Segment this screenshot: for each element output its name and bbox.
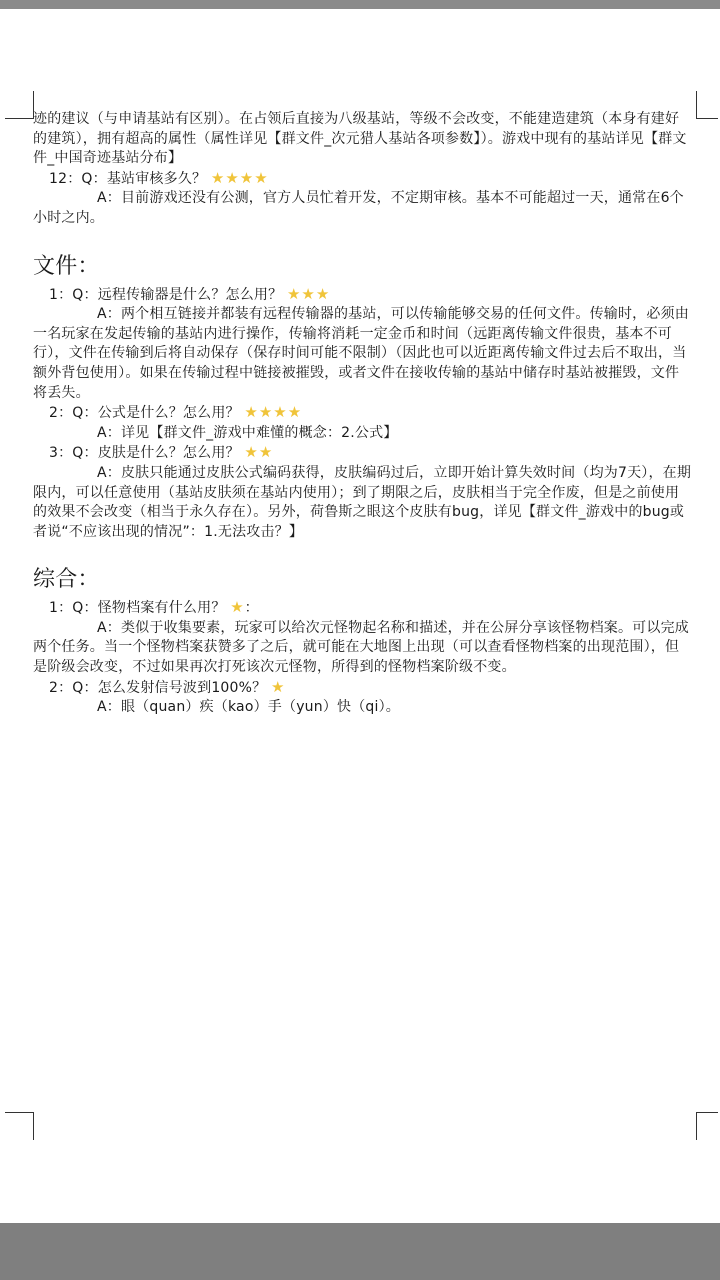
star-rating-icon: ★★★★ bbox=[210, 168, 269, 187]
question-files-3 bbox=[33, 443, 693, 464]
star-rating-icon: ★★★ bbox=[286, 284, 331, 303]
question-files-2 bbox=[33, 403, 693, 424]
question-text: 2：Q：公式是什么？怎么用？ bbox=[49, 405, 240, 422]
crop-mark-top-right-h bbox=[696, 118, 718, 119]
question-general-1 bbox=[33, 598, 693, 619]
answer-files-3: A：皮肤只能通过皮肤公式编码获得，皮肤编码过后，立即开始计算失效时间（均为7天），在期限内，可以任意使用（基站皮肤须在基站内使用）；到了期限之后，皮肤相当于完全作废，但是之前使用的效果不会改变（相当于永久存在）。另外，荷鲁斯之眼这个皮肤有bug，详见【群文件_游戏中的bug或者说“不应该出现的情况”：1.无法攻击？】 bbox=[33, 464, 692, 540]
star-rating-icon: ★★ bbox=[244, 443, 274, 462]
question-files-1 bbox=[33, 285, 693, 306]
question-general-2 bbox=[33, 678, 693, 699]
document-body bbox=[33, 110, 693, 718]
answer-12: A：目前游戏还没有公测，官方人员忙着开发，不定期审核。基本不可能超过一天，通常在6个小时之内。 bbox=[33, 190, 684, 226]
star-rating-icon: ★★★★ bbox=[244, 403, 303, 422]
section-heading-files: 文件： bbox=[33, 253, 100, 279]
star-rating-icon: ★ bbox=[271, 677, 286, 696]
crop-mark-top-right-v bbox=[696, 91, 697, 119]
crop-mark-top-left-h bbox=[5, 118, 33, 119]
question-text: 2：Q：怎么发射信号波到100%？ bbox=[49, 679, 267, 696]
section-heading-general: 综合： bbox=[33, 567, 100, 593]
top-status-strip bbox=[0, 0, 720, 9]
question-text: 12：Q：基站审核多久？ bbox=[49, 170, 207, 187]
crop-mark-bottom-left-v bbox=[33, 1112, 34, 1140]
answer-files-2: A：详见【群文件_游戏中难懂的概念：2.公式】 bbox=[97, 424, 398, 441]
question-text: 3：Q：皮肤是什么？怎么用？ bbox=[49, 445, 240, 462]
answer-general-1: A：类似于收集要素，玩家可以给次元怪物起名称和描述，并在公屏分享该怪物档案。可以完成两个任务。当一个怪物档案获赞多了之后，就可能在大地图上出现（可以查看怪物档案的出现范围），但是阶级会改变，不过如果再次打死该次元怪物，所得到的怪物档案阶级不变。 bbox=[33, 619, 689, 676]
bottom-navigation-strip bbox=[0, 1223, 720, 1280]
paragraph-continuation: 迹的建议（与申请基站有区别）。在占领后直接为八级基站，等级不会改变，不能建造建筑（本身有建好的建筑），拥有超高的属性（属性详见【群文件_次元猎人基站各项参数】）。游戏中现有的基站详见【群文件_中国奇迹基站分布】 bbox=[33, 111, 687, 167]
question-text: 1：Q：怪物档案有什么用？ bbox=[49, 600, 226, 617]
star-rating-icon: ★ bbox=[230, 598, 245, 617]
question-12 bbox=[33, 169, 693, 190]
crop-mark-bottom-right-v bbox=[696, 1112, 697, 1140]
question-suffix: ： bbox=[244, 600, 259, 617]
question-text: 1：Q：远程传输器是什么？怎么用？ bbox=[49, 286, 283, 303]
answer-files-1: A：两个相互链接并都装有远程传输器的基站，可以传输能够交易的任何文件。传输时，必须由一名玩家在发起传输的基站内进行操作，传输将消耗一定金币和时间（远距离传输文件很贵，基本不可行），文件在传输到后将自动保存（保存时间可能不限制）（因此也可以近距离传输文件过去后不取出，当额外背包使用）。如果在传输过程中链接被摧毁，或者文件在接收传输的基站中储存时基站被摧毁，文件将丢失。 bbox=[33, 306, 689, 401]
crop-mark-bottom-left-h bbox=[5, 1112, 33, 1113]
crop-mark-bottom-right-h bbox=[696, 1112, 718, 1113]
answer-general-2: A：眼（quan）疾（kao）手（yun）快（qi）。 bbox=[97, 699, 401, 716]
